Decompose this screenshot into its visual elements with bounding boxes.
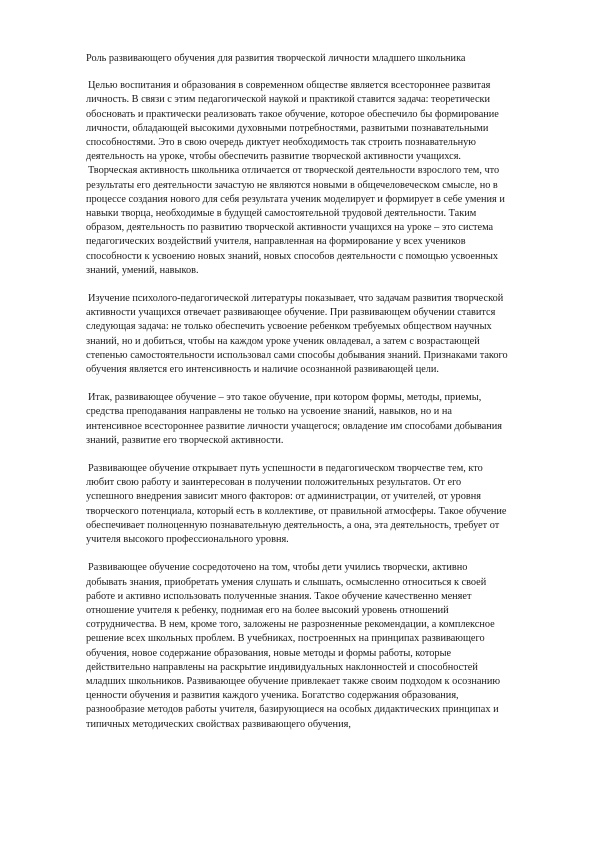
paragraph-spacer: [86, 377, 510, 391]
page-title: Роль развивающего обучения для развития творческой личности младшего школьника: [86, 53, 466, 64]
document-page: [86, 52, 510, 732]
paragraph-spacer: [86, 547, 510, 561]
paragraph-goal: Целью воспитания и образования в современном обществе является всестороннее развитая личность. В связи с этим педагогической наукой и практикой ставится задача: теоретически обосновать и практически реализовать такое обучение, которое обеспечило бы формирование личности, обладающей высокими духовными потребностями, развитыми познавательными способностями. Это в свою очередь диктует необходимость так строить познавательную деятельность на уроке, чтобы обеспечить развитие творческой активности учащихся.: [86, 80, 502, 163]
paragraph-success-path: Развивающее обучение открывает путь успешности в педагогическом творчестве тем, кто любит свою работу и заинтересован в получении положительных результатов. От его успешного внедрения зависит много факторов: от администрации, от учителей, от уровня творческого потенциала, который есть в коллективе, от правильной атмосферы. Такое обучение обеспечивает полноценную познавательную деятельность, а она, эта деятельность, требует от учителя высокого профессионального уровня.: [86, 463, 510, 546]
paragraph-spacer: [86, 448, 510, 462]
paragraph-focus: Развивающее обучение сосредоточено на том, чтобы дети учились творчески, активно добывать знания, приобретать умения слушать и слышать, осмысленно относиться к своей работе и активно использовать полученные знания. Такое обучение качественно меняет отношение учителя к ребенку, поднимая его на более высокий уровень отношений сотрудничества. В нем, кроме того, заложены не разрозненные рекомендации, а комплексное решение всех школьных проблем. В учебниках, построенных на принципах развивающего обучения, новое содержание образования, новые методы и формы работы, которые действительно направлены на раскрытие индивидуальных наклонностей и способностей младших школьников. Развивающее обучение привлекает также своим подходом к осознанию ценности обучения и развития каждого ученика. Богатство содержания образования, разнообразие методов работы учителя, базирующиеся на особых дидактических принципах и типичных методических свойствах развивающего обучения,: [86, 562, 503, 730]
paragraph-spacer: [86, 278, 510, 292]
paragraph-creative-activity: Творческая активность школьника отличается от творческой деятельности взрослого тем, что результаты его деятельности зачастую не являются новыми в общечеловеческом смысле, но в процессе создания нового для себя результата ученик моделирует и формирует в себе умения и навыки творца, необходимые в будущей самостоятельной трудовой деятельности. Таким образом, деятельность по развитию творческой активности учащихся на уроке – это система педагогических воздействий учителя, направленная на формирование у всех учеников способности к усвоению новых знаний, новых способов деятельности с помощью усвоенных знаний, умений, навыков.: [86, 165, 508, 276]
paragraph-literature-study: Изучение психолого-педагогической литературы показывает, что задачам развития творческой активности учащихся отвечает развивающее обучение. При развивающем обучении ставится следующая задача: не только обеспечить усвоение ребенком требуемых обществом научных знаний, но и добиться, чтобы на каждом уроке ученик овладевал, а затем с возрастающей степенью самостоятельности использовал сами способы добывания знаний. Признаками такого обучения является его интенсивность и наличие осознанной развивающей цели.: [86, 293, 511, 376]
paragraph-definition: Итак, развивающее обучение – это такое обучение, при котором формы, методы, приемы, средства преподавания направлены не только на усвоение знаний, навыков, но и на интенсивное всестороннее развитие личности учащегося; овладение им способами добывания знаний, развитие его творческой активности.: [86, 392, 505, 446]
